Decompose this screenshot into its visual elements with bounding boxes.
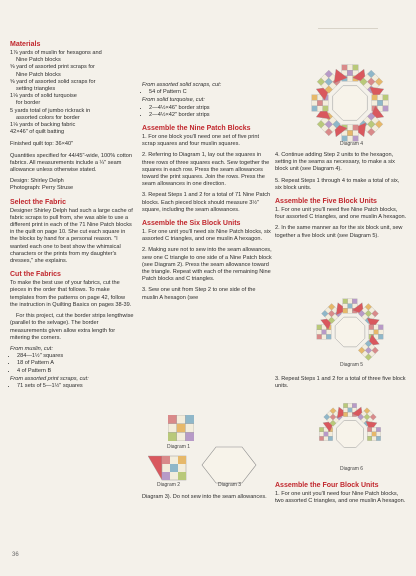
materials-line: Nine Patch blocks (16, 57, 61, 64)
five-step-2: 2. In the same manner as for the six block unit, sew together a five block unit (see Diagram 5). (275, 225, 403, 239)
diagram-5-five-block-unit (308, 294, 392, 362)
list-item: • 18 of Pattern A (17, 360, 134, 367)
diagram-4-six-block-unit (308, 62, 392, 144)
print-list (10, 383, 134, 390)
select-text: Designer Shirley Delph had such a large cache of fabric scraps to pull from, she was able to use a different print in each of the 71 Nine Patch blocks in the quilt on page 10. She cut each square in the blocks by hand for a personal reason. "I wanted each one to best show the whimsical characters or the prints from my daughter's dresses," she explains. (10, 207, 133, 265)
four-block-section (275, 481, 407, 509)
list-item: • 71 sets of 5—1½" squares (17, 383, 134, 390)
materials-line: 1⅛ yards of backing fabric (10, 122, 76, 129)
diagram-3-caption: Diagram 3 (218, 482, 242, 488)
center-hexagon (333, 86, 367, 120)
column-left (10, 40, 134, 391)
finished-size: Finished quilt top: 36×40" (10, 141, 74, 148)
list-item: • 284—1½" squares (17, 353, 134, 360)
cut-text-2: For this project, cut the border strips lengthwise (parallel to the selvage). The border measurements given allow extra length for mitering the corners. (10, 313, 134, 341)
top-rule (318, 28, 378, 29)
materials-line: ⅝ yard of assorted print scraps for (10, 64, 95, 71)
materials-line: for border (16, 100, 41, 107)
five-block-heading: Assemble the Five Block Units (275, 198, 377, 206)
list-item: • 4 of Pattern B (17, 368, 134, 375)
five-step-3-block (275, 376, 407, 394)
materials-line: setting triangles (16, 86, 56, 93)
credit-photo: Photograph: Perry Struse (10, 185, 74, 192)
materials-heading: Materials (10, 41, 41, 48)
materials-line: 5 yards total of jumbo rickrack in (10, 107, 91, 114)
nine-step-3: 3. Repeat Steps 1 and 2 for a total of 71 Nine Patch blocks. Each pieced block should measure 3½" square, including the seam allowances. (142, 192, 271, 213)
nine-step-2: 2. Referring to Diagram 1, lay out the squares in three rows of three squares each. Sew together the squares in each row. Press the seam allowances toward the print squares. Join the rows. Press the seam allowances in one direction. (142, 152, 270, 188)
diagram-2-caption: Diagram 2 (157, 482, 181, 488)
select-heading: Select the Fabric (10, 198, 67, 206)
six-step-3-continued (142, 494, 272, 505)
from-print-label: From assorted print scraps, cut: (10, 375, 89, 382)
six-step-2: 2. Making sure not to sew into the seam allowances, sew one C triangle to one side of a Nine Patch block (see Diagram 2). Press the seam allowance toward the triangle. Repeat with each of the remaining Nine Patch blocks and C triangles. (142, 247, 272, 283)
diagram-1-nine-patch (168, 415, 194, 441)
quantities-note: Quantities specified for 44/45"-wide, 100% cotton fabrics. All measurements include a ¼" seam allowance unless otherwise stated. (10, 152, 133, 174)
nine-step-1: 1. For one block you'll need one set of five print scrap squares and four muslin squares. (142, 134, 260, 148)
list-item: • 54 of Pattern C (149, 89, 272, 96)
from-solid-label: From assorted solid scraps, cut: (142, 82, 222, 88)
page-number: 36 (12, 552, 19, 558)
center-hexagon (335, 317, 365, 347)
five-step-1: 1. For one unit you'll need five Nine Patch blocks, four assorted C triangles, and one muslin A hexagon. (275, 207, 407, 221)
diagram-6-four-block-unit (308, 400, 392, 462)
muslin-list (10, 353, 134, 375)
column-middle (142, 82, 272, 306)
cut-heading: Cut the Fabrics (10, 271, 61, 279)
materials-line: 42×46" of quilt batting (10, 129, 65, 136)
four-step-1: 1. For one unit you'll need four Nine Patch blocks, two assorted C triangles, and one muslin A hexagon. (275, 491, 406, 505)
six-step-5: 5. Repeat Steps 1 through 4 to make a total of six, six block units. (275, 177, 400, 191)
materials-line: 1⅞ yards of muslin for hexagons and (10, 50, 102, 56)
six-step-3: 3. Sew one unit from Step 2 to one side of the muslin A hexagon (see (142, 287, 256, 301)
nine-patch-heading: Assemble the Nine Patch Blocks (142, 125, 251, 133)
diagram-4-caption: Diagram 4 (340, 141, 364, 147)
turquoise-list (142, 105, 272, 119)
list-item: • 2—4½×46" border strips (149, 105, 272, 112)
center-hexagon (336, 420, 363, 447)
materials-line: 1⅛ yards of solid turquoise (10, 93, 77, 100)
six-step-3b: Diagram 3). Do not sew into the seam allowances. (142, 494, 267, 500)
cut-text-1: To make the best use of your fabrics, cut the pieces in the order that follows. To make templates from the patterns on page 42, follow the instruction in Quilting Basics on pages 38-39. (10, 280, 132, 308)
six-step-1: 1. For one unit you'll need six Nine Patch blocks, six assorted C triangles, and one muslin A hexagon. (142, 229, 271, 243)
six-step-4: 4. Continue adding Step 2 units to the hexagon, setting in the seams as necessary, to make a six block unit (see Diagram 4). (275, 152, 395, 173)
six-block-heading: Assemble the Six Block Units (142, 220, 241, 228)
column-right (275, 152, 407, 244)
four-block-heading: Assemble the Four Block Units (275, 482, 379, 489)
solid-list (142, 89, 272, 96)
diagram-1-caption: Diagram 1 (167, 444, 191, 450)
diagram-6-caption: Diagram 6 (340, 466, 364, 472)
from-turquoise-label: From solid turquoise, cut: (142, 97, 205, 104)
credit-design: Design: Shirley Delph (10, 178, 64, 185)
diagram-2-block-with-triangle (148, 452, 200, 482)
nine-patch-block (367, 427, 380, 440)
five-step-3: 3. Repeat Steps 1 and 2 for a total of three five block units. (275, 376, 406, 390)
list-item: • 2—4½×42" border strips (149, 112, 272, 119)
diagram-3-hexagon (200, 445, 258, 485)
materials-line: ⅝ yard of assorted solid scraps for (10, 78, 96, 85)
materials-line: assorted colors for border (16, 114, 80, 121)
materials-line: Nine Patch blocks (16, 71, 61, 78)
from-muslin-label: From muslin, cut: (10, 345, 53, 352)
materials-list (10, 50, 134, 136)
diagram-5-caption: Diagram 5 (340, 362, 364, 368)
